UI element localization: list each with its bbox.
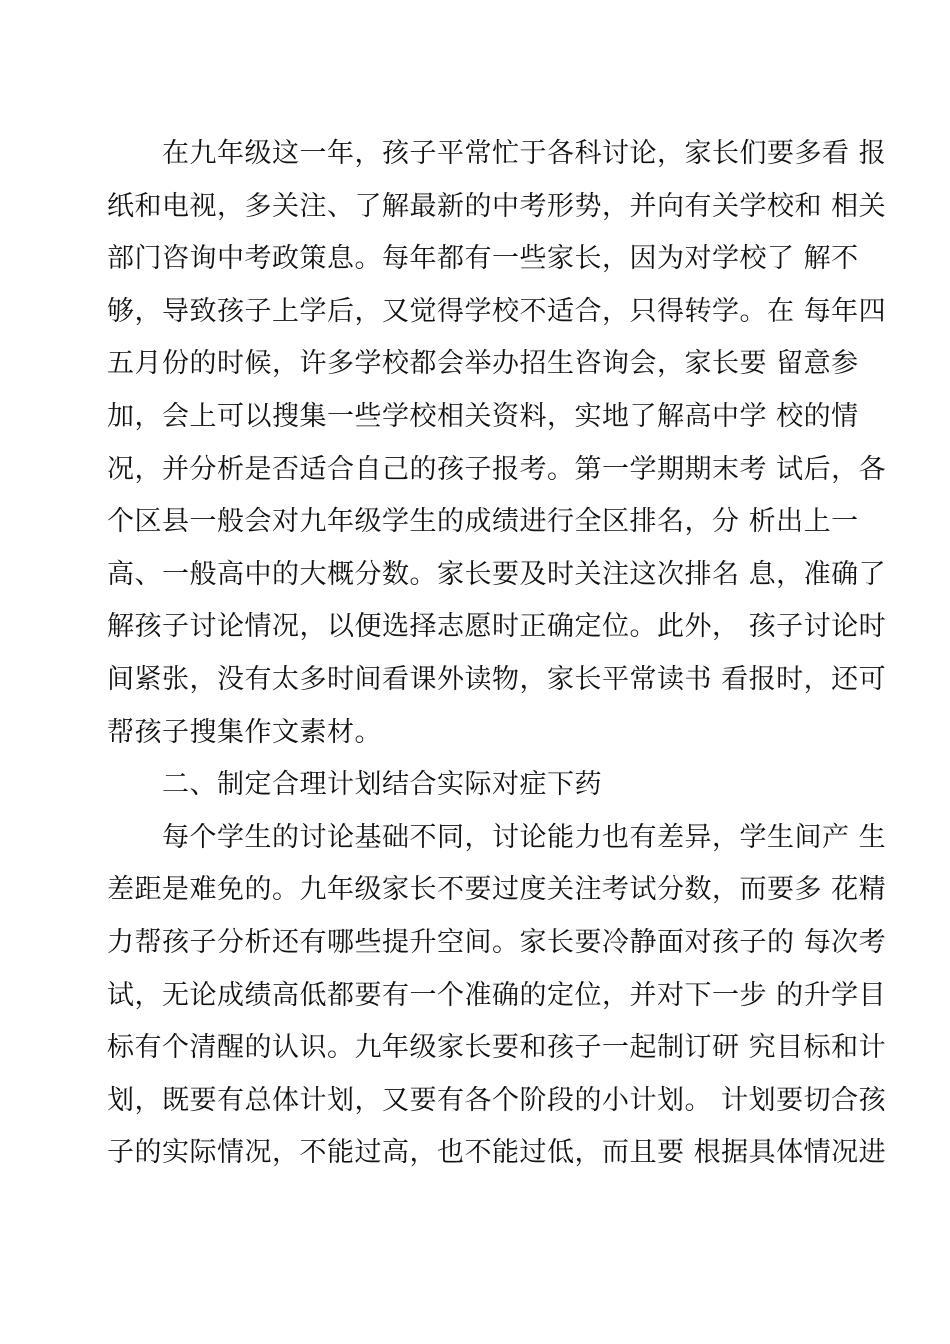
text-line: 二、制定合理计划结合实际对症下药 (162, 769, 602, 801)
text-line: 划，既要有总体计划，又要有各个阶段的小计划。 计划要切合孩 (107, 1084, 887, 1116)
text-line: 个区县一般会对九年级学生的成绩进行全区排名，分 析出上一 (107, 506, 859, 538)
text-line: 够，导致孩子上学后，又觉得学校不适合，只得转学。在 每年四 (107, 295, 887, 327)
text-line: 试，无论成绩高低都要有一个准确的定位，并对下一步 的升学目 (107, 979, 887, 1011)
text-line: 高、一般高中的大概分数。家长要及时关注这次排名 息，准确了 (107, 558, 887, 590)
section-heading (107, 759, 867, 812)
text-line: 子的实际情况，不能过高，也不能过低，而且要 根据具体情况进 (107, 1137, 887, 1169)
text-line: 帮孩子搜集作文素材。 (107, 716, 382, 748)
paragraph (107, 128, 887, 759)
text-line: 力帮孩子分析还有哪些提升空间。家长要冷静面对孩子的 每次考 (107, 926, 887, 958)
text-line: 纸和电视，多关注、了解最新的中考形势，并向有关学校和 相关 (107, 190, 887, 222)
text-line: 五月份的时候，许多学校都会举办招生咨询会，家长要 留意参 (107, 348, 859, 380)
text-line: 部门咨询中考政策息。每年都有一些家长，因为对学校了 解不 (107, 243, 859, 275)
text-line: 况，并分析是否适合自己的孩子报考。第一学期期末考 试后，各 (107, 453, 887, 485)
paragraph (107, 812, 887, 1180)
text-line: 在九年级这一年，孩子平常忙于各科讨论，家长们要多看 报 (162, 138, 887, 169)
text-line: 标有个清醒的认识。九年级家长要和孩子一起制订研 究目标和计 (107, 1032, 887, 1064)
text-line: 间紧张，没有太多时间看课外读物，家长平常读书 看报时，还可 (107, 663, 887, 695)
text-line: 差距是难免的。九年级家长不要过度关注考试分数，而要多 花精 (107, 874, 887, 906)
text-line: 加，会上可以搜集一些学校相关资料，实地了解高中学 校的情 (107, 400, 859, 432)
body-text (107, 128, 887, 1180)
text-line: 解孩子讨论情况，以便选择志愿时正确定位。此外， 孩子讨论时 (107, 611, 887, 643)
text-line: 每个学生的讨论基础不同，讨论能力也有差异，学生间产 生 (162, 821, 887, 853)
